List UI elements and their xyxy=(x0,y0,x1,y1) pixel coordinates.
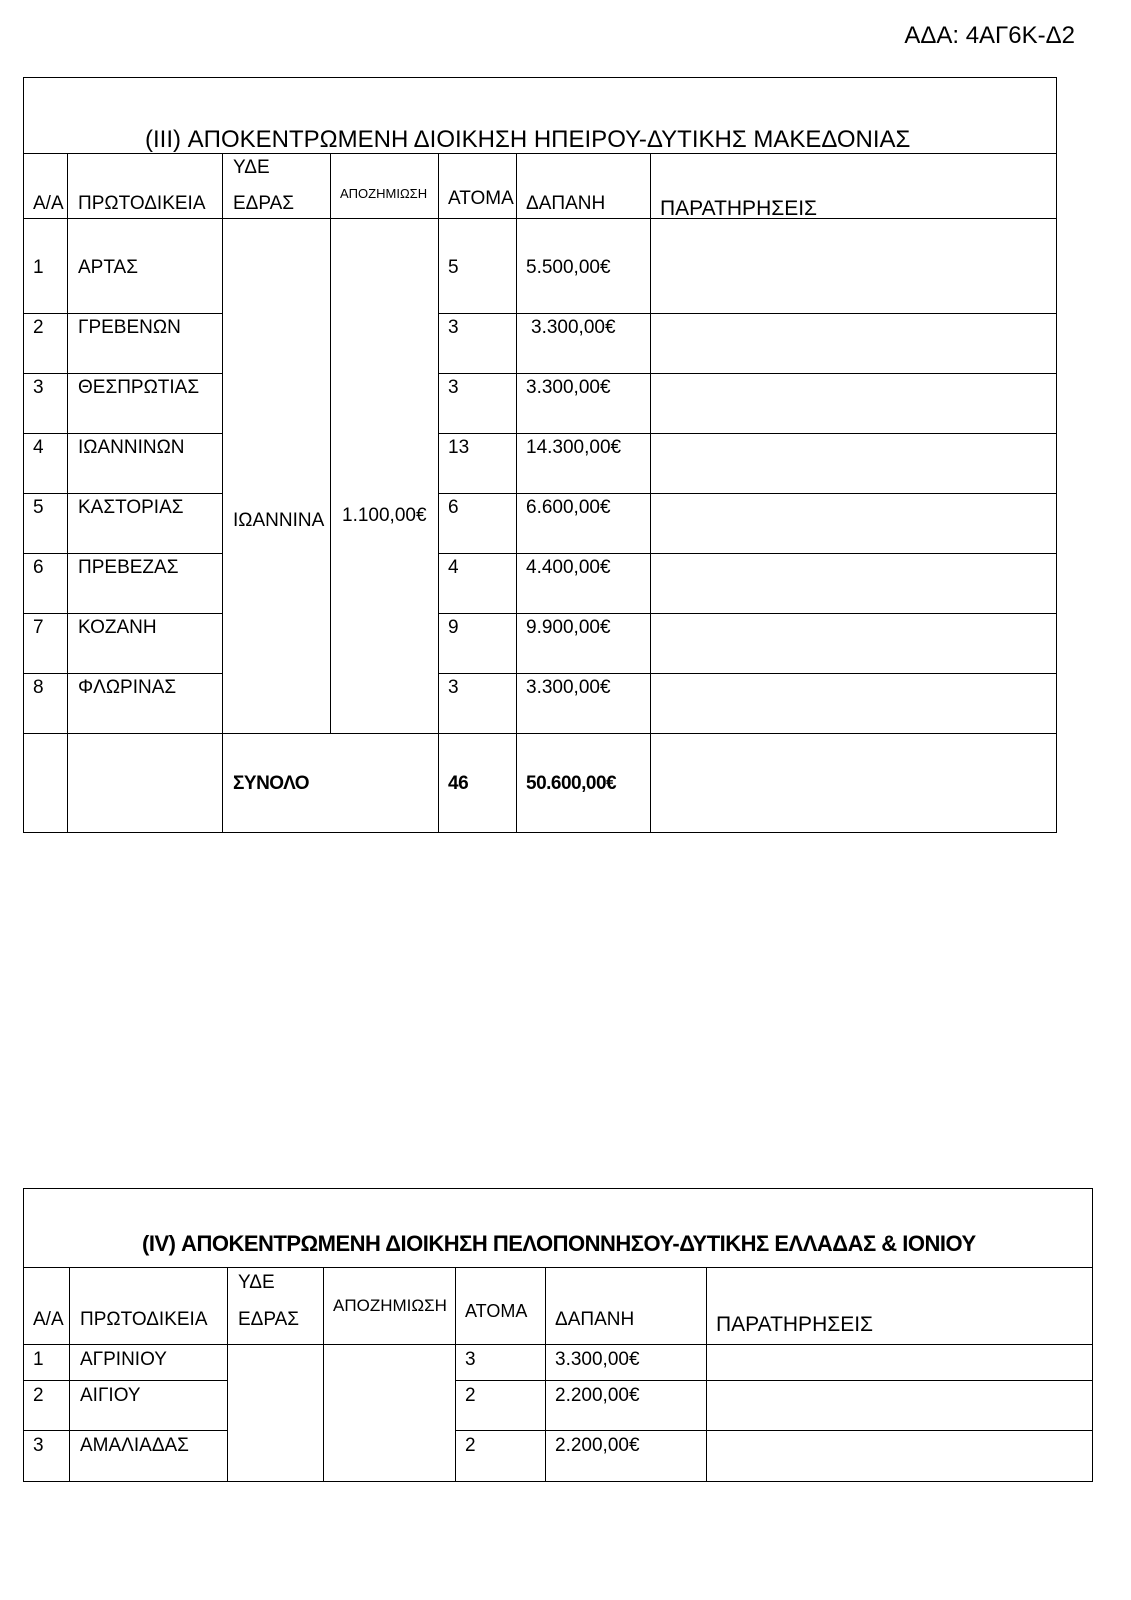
table-row-5-persons: 6 xyxy=(448,497,459,518)
table-row-3-court: ΘΕΣΠΡΩΤΙΑΣ xyxy=(78,377,200,398)
t2-header-court: ΠΡΩΤΟΔΙΚΕΙΑ xyxy=(80,1309,208,1330)
table-row-7-cost: 9.900,00€ xyxy=(526,617,611,638)
t2-header-aa: Α/Α xyxy=(33,1309,64,1330)
t2-header-compensation: ΑΠΟΖΗΜΙΩΣΗ xyxy=(333,1296,447,1315)
table-row-7-court: ΚΟΖΑΝΗ xyxy=(78,617,157,638)
t2-header-yde-bottom: ΕΔΡΑΣ xyxy=(238,1309,300,1330)
table-row-8-cost: 3.300,00€ xyxy=(526,677,611,698)
table-row-6-cost: 4.400,00€ xyxy=(526,557,611,578)
table-row-4-aa: 4 xyxy=(33,437,44,458)
t2-table-row-1-court: ΑΓΡΙΝΙΟΥ xyxy=(80,1349,167,1370)
t2-table-row-3-persons: 2 xyxy=(465,1435,476,1456)
table-row-6-aa: 6 xyxy=(33,557,44,578)
table-row-8-persons: 3 xyxy=(448,677,459,698)
table-row-4-court: ΙΩΑΝΝΙΝΩΝ xyxy=(78,437,185,458)
t2-table-row-2-court: ΑΙΓΙΟΥ xyxy=(80,1385,141,1406)
header-yde-bottom: ΕΔΡΑΣ xyxy=(233,193,295,214)
t2-table-row-2-persons: 2 xyxy=(465,1385,476,1406)
total-persons: 46 xyxy=(448,773,469,794)
header-persons: ΑΤΟΜΑ xyxy=(448,188,514,209)
table-row-7-aa: 7 xyxy=(33,617,44,638)
table-row-8-aa: 8 xyxy=(33,677,44,698)
t2-header-persons: ΑΤΟΜΑ xyxy=(465,1301,528,1321)
t2-table-row-3-cost: 2.200,00€ xyxy=(555,1435,640,1456)
table-row-3-aa: 3 xyxy=(33,377,44,398)
table-row-2-persons: 3 xyxy=(448,317,459,338)
t2-table-row-1-cost: 3.300,00€ xyxy=(555,1349,640,1370)
header-compensation: ΑΠΟΖΗΜΙΩΣΗ xyxy=(340,186,428,201)
t2-table-row-3-court: ΑΜΑΛΙΑΔΑΣ xyxy=(80,1435,189,1456)
table-row-2-court: ΓΡΕΒΕΝΩΝ xyxy=(78,317,181,338)
t2-table-row-3-aa: 3 xyxy=(33,1435,44,1456)
header-remarks: ΠΑΡΑΤΗΡΗΣΕΙΣ xyxy=(660,197,818,220)
ada-code: ΑΔΑ: 4ΑΓ6Κ-Δ2 xyxy=(904,22,1075,49)
t2-header-remarks: ΠΑΡΑΤΗΡΗΣΕΙΣ xyxy=(716,1313,874,1336)
table-row-1-persons: 5 xyxy=(448,257,459,278)
header-aa: Α/Α xyxy=(33,193,64,214)
table-row-6-court: ΠΡΕΒΕΖΑΣ xyxy=(78,557,179,578)
table-row-4-cost: 14.300,00€ xyxy=(526,437,622,458)
compensation-cell: 1.100,00€ xyxy=(342,505,427,526)
table-row-1-aa: 1 xyxy=(33,257,44,278)
total-label: ΣΥΝΟΛΟ xyxy=(233,773,310,794)
table-row-5-court: ΚΑΣΤΟΡΙΑΣ xyxy=(78,497,184,518)
table-row-6-persons: 4 xyxy=(448,557,459,578)
table-row-3-cost: 3.300,00€ xyxy=(526,377,611,398)
table-row-5-aa: 5 xyxy=(33,497,44,518)
table-row-8-court: ΦΛΩΡΙΝΑΣ xyxy=(78,677,177,698)
t2-header-yde-top: ΥΔΕ xyxy=(238,1272,275,1293)
header-court: ΠΡΩΤΟΔΙΚΕΙΑ xyxy=(78,193,206,214)
table-row-4-persons: 13 xyxy=(448,437,470,458)
table-row-1-court: ΑΡΤΑΣ xyxy=(78,257,138,278)
table2-title: (IV) ΑΠΟΚΕΝΤΡΩΜΕΝΗ ΔΙΟΙΚΗΣΗ ΠΕΛΟΠΟΝΝΗΣΟΥ-ΔΥΤΙΚΗΣ ΕΛΛΑΔΑΣ & ΙΟΝΙΟΥ xyxy=(142,1231,976,1256)
table1-title: (III) ΑΠΟΚΕΝΤΡΩΜΕΝΗ ΔΙΟΙΚΗΣΗ ΗΠΕΙΡΟΥ-ΔΥΤΙΚΗΣ ΜΑΚΕΔΟΝΙΑΣ xyxy=(145,126,911,153)
table-row-3-persons: 3 xyxy=(448,377,459,398)
header-yde-top: ΥΔΕ xyxy=(233,157,270,178)
seat-cell: ΙΩΑΝΝΙΝΑ xyxy=(233,510,325,531)
table-row-1-cost: 5.500,00€ xyxy=(526,257,611,278)
t2-table-row-1-aa: 1 xyxy=(33,1349,44,1370)
t2-table-row-2-cost: 2.200,00€ xyxy=(555,1385,640,1406)
t2-table-row-2-aa: 2 xyxy=(33,1385,44,1406)
table-row-7-persons: 9 xyxy=(448,617,459,638)
table-row-2-aa: 2 xyxy=(33,317,44,338)
t2-header-cost: ΔΑΠΑΝΗ xyxy=(555,1309,635,1330)
table-row-5-cost: 6.600,00€ xyxy=(526,497,611,518)
header-cost: ΔΑΠΑΝΗ xyxy=(526,193,606,214)
t2-table-row-1-persons: 3 xyxy=(465,1349,476,1370)
total-cost: 50.600,00€ xyxy=(526,773,617,794)
table-row-2-cost: 3.300,00€ xyxy=(531,317,616,338)
